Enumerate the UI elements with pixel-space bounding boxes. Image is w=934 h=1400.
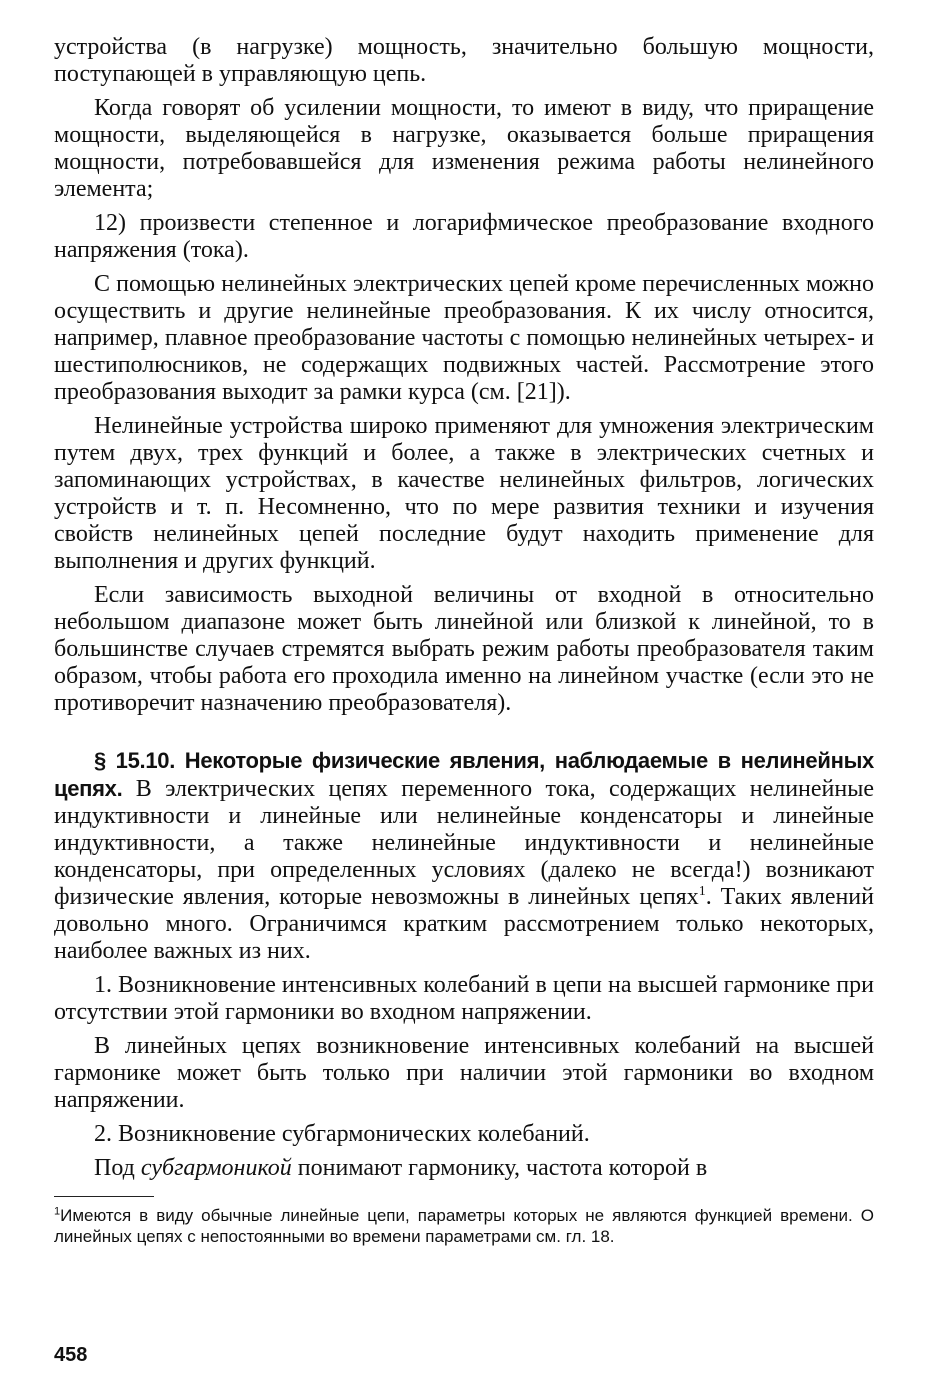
footnote-ref: 1 <box>698 884 706 899</box>
paragraph-4: С помощью нелинейных электрических цепей кроме перечисленных можно осуществить и другие нелинейные преобразования. К их числу относится, например, плавное преобразование частоты с помощью нелинейных четырех- и шестиполюсников, не содержащих подвижных частей. Рассмотрение этого преобразования выходит за рамки курса (см. [21]). <box>54 271 874 405</box>
section-text-end: . Таких явлений довольно много. Ограничимся кратким рассмотрением только некоторых, наиболее важных из них. <box>54 884 874 964</box>
paragraph-5: Нелинейные устройства широко применяют для умножения электрическим путем двух, трех функций и более, а также в электрических счетных и запоминающих устройствах, в качестве нелинейных фильтров, логических устройств и т. п. Несомненно, что по мере развития техники и изучения свойств нелинейных цепей последние будут находить применение для выполнения и других функций. <box>54 413 874 574</box>
paragraph-6: Если зависимость выходной величины от входной в относительно небольшом диапазоне может быть линейной или близкой к линейной, то в большинстве случаев стремятся выбрать режим работы преобразователя таким образом, чтобы работа его проходила именно на линейном участке (если это не противоречит назначению преобразователя). <box>54 582 874 716</box>
paragraph-2: Когда говорят об усилении мощности, то имеют в виду, что приращение мощности, выделяющейся в нагрузке, оказывается больше приращения мощности, потребовавшейся для изменения режима работы нелинейного элемента; <box>54 95 874 202</box>
footnote-marker: 1 <box>54 1205 61 1218</box>
paragraph-1: устройства (в нагрузке) мощность, значительно большую мощности, поступающей в управляющую цепь. <box>54 34 874 87</box>
section-heading: § 15.10. Некоторые физические явления, наблюдаемые в нелинейных цепях. <box>54 748 874 801</box>
paragraph-harmonic: 1. Возникновение интенсивных колебаний в цепи на высшей гармонике при отсутствии этой гармоники во входном напряжении. <box>54 972 874 1025</box>
page-number: 458 <box>54 1344 88 1366</box>
section-text: В электрических цепях переменного тока, содержащих нелинейные индуктивности и линейные или нелинейные конденсаторы и линейные индуктивности, а также нелинейные индуктивности и нелинейные конденсаторы, при определенных условиях (далеко не всегда!) возникают физические явления, которые невозможны в линейных цепях <box>54 776 874 910</box>
footnote <box>54 1205 874 1247</box>
paragraph-3: 12) произвести степенное и логарифмическое преобразование входного напряжения (тока). <box>54 210 874 263</box>
book-page <box>54 34 874 1374</box>
paragraph-subharmonic: 2. Возникновение субгармонических колебаний. <box>94 1121 590 1147</box>
paragraph-linear: В линейных цепях возникновение интенсивных колебаний на высшей гармонике может быть только при наличии этой гармоники во входном напряжении. <box>54 1033 874 1113</box>
paragraph-last <box>54 1155 874 1182</box>
footnote-divider <box>54 1196 154 1197</box>
section-paragraph <box>54 747 874 965</box>
last-text-start: Под <box>94 1155 141 1181</box>
term-subharmonic: субгармоникой <box>140 1155 292 1181</box>
footnote-text: Имеются в виду обычные линейные цепи, параметры которых не являются функцией времени. О линейных цепях с непостоянными во времени параметрами см. гл. 18. <box>54 1206 874 1246</box>
last-text-end: понимают гармонику, частота которой в <box>291 1155 708 1181</box>
